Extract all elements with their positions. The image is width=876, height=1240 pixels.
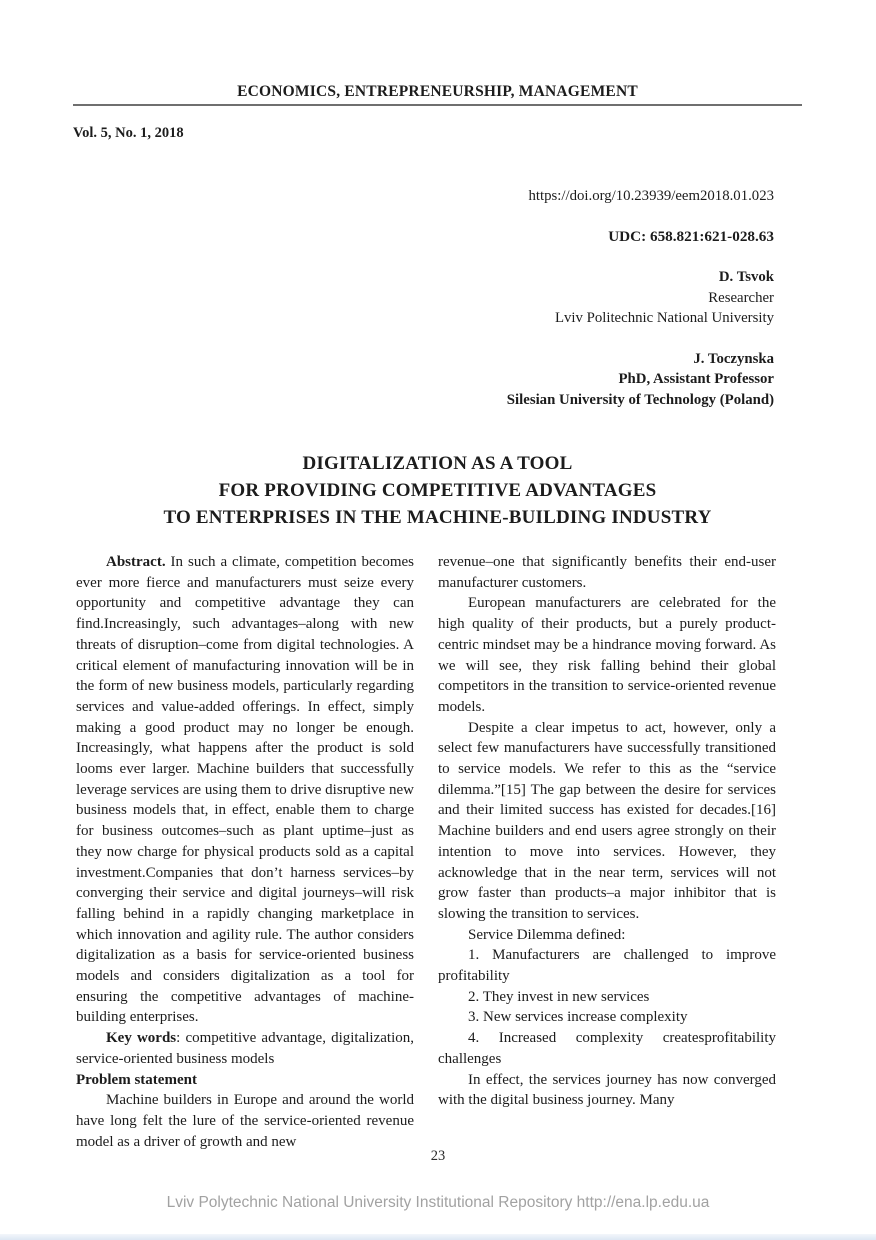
header-rule [73,104,802,106]
journal-header: ECONOMICS, ENTREPRENEURSHIP, MANAGEMENT [237,83,638,100]
front-matter-right-block [73,186,802,410]
body-paragraph: Machine builders in Europe and around the world have long felt the lure of the service-oriented revenue model as a driver of growth and new [76,1092,414,1150]
volume-issue: Vol. 5, No. 1, 2018 [73,125,184,141]
paper-title-line1: DIGITALIZATION AS A TOOL [302,453,573,474]
section-heading-problem-statement: Problem statement [76,1071,197,1088]
author-block-toczynska [73,349,774,411]
author-role: Researcher [708,289,774,306]
abstract-text: In such a climate, competition becomes ever more fierce and manufacturers must seize every opportunity and competitive advantage they can find.Increasingly, such advantages–along with new threats of disruption–come from digital technologies. A critical element of manufacturing innovation will be in the form of new business models, particularly regarding services and value-added offerings. In effect, simply making a good product may no longer be enough. Increasingly, what happens after the product is sold looms ever larger. Machine builders that successfully leverage services are using them to drive disruptive new business models that, in effect, enable them to charge for business outcomes–such as plant uptime–just as they now charge for physical products sold as a capital investment.Companies that don’t harness services–by converging their service and digital journeys–will risk falling behind in a rapidly changing marketplace in which innovation and agility rule. The author considers digitalization as a basis for service-oriented business models and considers digitalization as a tool for ensuring the competitive advantages of machine-building enterprises. [76,554,414,1026]
paper-title-line2: FOR PROVIDING COMPETITIVE ADVANTAGES [218,480,657,501]
body-paragraph: European manufacturers are celebrated for the high quality of their products, but a purely product-centric mindset may be a hindrance moving forward. As we will see, they risk falling behind their global competitors in the transition to service-oriented revenue models. [438,595,776,715]
abstract-label: Abstract. [106,554,166,570]
body-paragraph: revenue–one that significantly benefits their end-user manufacturer customers. [438,554,776,591]
author-role: PhD, Assistant Professor [618,371,774,387]
page-number: 23 [430,1148,446,1164]
abstract-paragraph [76,552,414,1028]
right-column [438,552,776,1152]
paper-title-line3: TO ENTERPRISES IN THE MACHINE-BUILDING INDUSTRY [163,507,712,528]
body-paragraph: Despite a clear impetus to act, however, only a select few manufacturers have successfully transitioned to service models. We refer to this as the “service dilemma.”[15] The gap between the desire for services and their limited success has existed for decades.[16] Machine builders and end users agree strongly on their intention to move into services. However, they acknowledge that in the near term, services will not grow faster than products–a major inhibitor that is slowing the transition to services. [438,719,776,922]
numbered-item-2: 2. They invest in new services [468,988,650,1005]
keywords-label: Key words [106,1030,177,1047]
numbered-item-3: 3. New services increase complexity [468,1009,688,1026]
keywords-text: : competitive advantage, digitalization, service-oriented business models [76,1030,414,1067]
author-affiliation: Silesian University of Technology (Poland) [506,391,774,408]
bottom-scan-edge-bar [0,1234,876,1240]
body-paragraph: Service Dilemma defined: [468,926,626,943]
left-column [76,552,414,1152]
author-block-tsvok [73,267,774,329]
page-content [73,84,802,1152]
repository-footer: Lviv Polytechnic National University Institutional Repository http://ena.lp.edu.ua [166,1194,710,1211]
author-name: D. Tsvok [718,269,774,285]
numbered-item-1: 1. Manufacturers are challenged to improve profitability [438,947,776,985]
numbered-item-4: 4. Increased complexity createsprofitability challenges [438,1030,776,1067]
udc-code: UDC: 658.821:621-028.63 [608,227,774,245]
body-paragraph: In effect, the services journey has now converged with the digital business journey. Many [438,1071,776,1109]
author-name: J. Toczynska [693,350,774,367]
keywords-paragraph [76,1028,414,1069]
paper-title [73,450,802,531]
doi: https://doi.org/10.23939/eem2018.01.023 [528,188,774,204]
two-column-body [73,552,802,1152]
author-affiliation: Lviv Politechnic National University [554,310,774,326]
